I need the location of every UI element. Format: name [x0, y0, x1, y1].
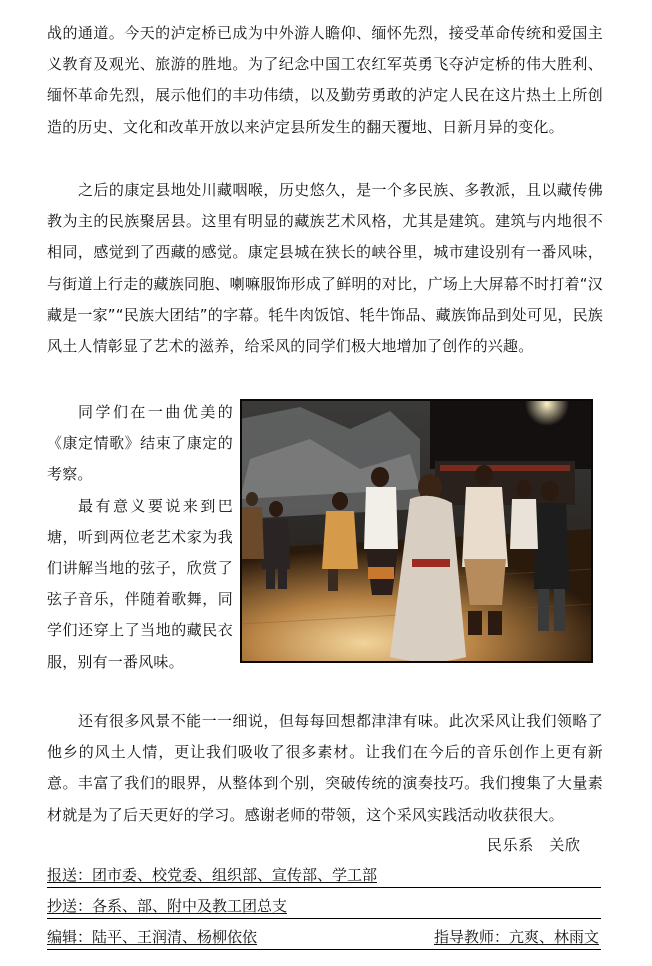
text-beside-photo: [47, 397, 233, 678]
paragraph-conclusion: 还有很多风景不能一一细说，但每每回想都津津有味。此次采风让我们领略了他乡的风土人情，更让我们吸收了很多素材。让我们在今后的音乐创作上更有新意。丰富了我们的眼界，从整体到个别，突破传统的演奏技巧。我们搜集了大量素材就是为了后天更好的学习。感谢老师的带领，这个采风实践活动收获很大。: [47, 712, 603, 824]
footer-editors: [47, 928, 601, 950]
report-to-text: 报送：团市委、校党委、组织部、宣传部、学工部: [47, 866, 378, 884]
dance-photo: [240, 399, 593, 663]
paragraph-kangding: 之后的康定县地处川藏咽喉，历史悠久，是一个多民族、多教派，且以藏传佛教为主的民族聚居县。这里有明显的藏族艺术风格，尤其是建筑。建筑与内地很不相同，感觉到了西藏的感觉。康定县城在狭长的峡谷里，城市建设别有一番风味，与街道上行走的藏族同胞、喇嘛服饰形成了鲜明的对比，广场上大屏幕不时打着“汉藏是一家”“民族大团结”的字幕。牦牛肉饭馆、牦牛饰品、藏族饰品到处可见，民族风土人情彰显了艺术的滋养，给采风的同学们极大地增加了创作的兴趣。: [47, 181, 603, 356]
footer-copy-to: [47, 897, 601, 919]
paragraph-kangding-song: 同学们在一曲优美的《康定情歌》结束了康定的考察。: [47, 403, 233, 484]
footer-report-to: [47, 866, 601, 888]
author-signature: 民乐系 关欣: [487, 836, 581, 854]
editors-text: 编辑：陆平、王润清、杨柳依依: [47, 928, 258, 946]
paragraph-batang: 最有意义要说来到巴塘，听到两位老艺术家为我们讲解当地的弦子，欣赏了弦子音乐，伴随着歌舞，同学们还穿上了当地的藏民衣服，别有一番风味。: [47, 496, 233, 671]
advisors-text: 指导教师：亢爽、林雨文: [433, 928, 599, 946]
paragraph-luding-bridge: 战的通道。今天的泸定桥已成为中外游人瞻仰、缅怀先烈，接受革命传统和爱国主义教育及观光、旅游的胜地。为了纪念中国工农红军英勇飞夺泸定桥的伟大胜利、缅怀革命先烈，展示他们的丰功伟绩，以及勤劳勇敢的泸定人民在这片热土上所创造的历史、文化和改革开放以来泸定县所发生的翻天覆地、日新月异的变化。: [47, 24, 603, 136]
copy-to-text: 抄送：各系、部、附中及教工团总支: [47, 897, 288, 915]
